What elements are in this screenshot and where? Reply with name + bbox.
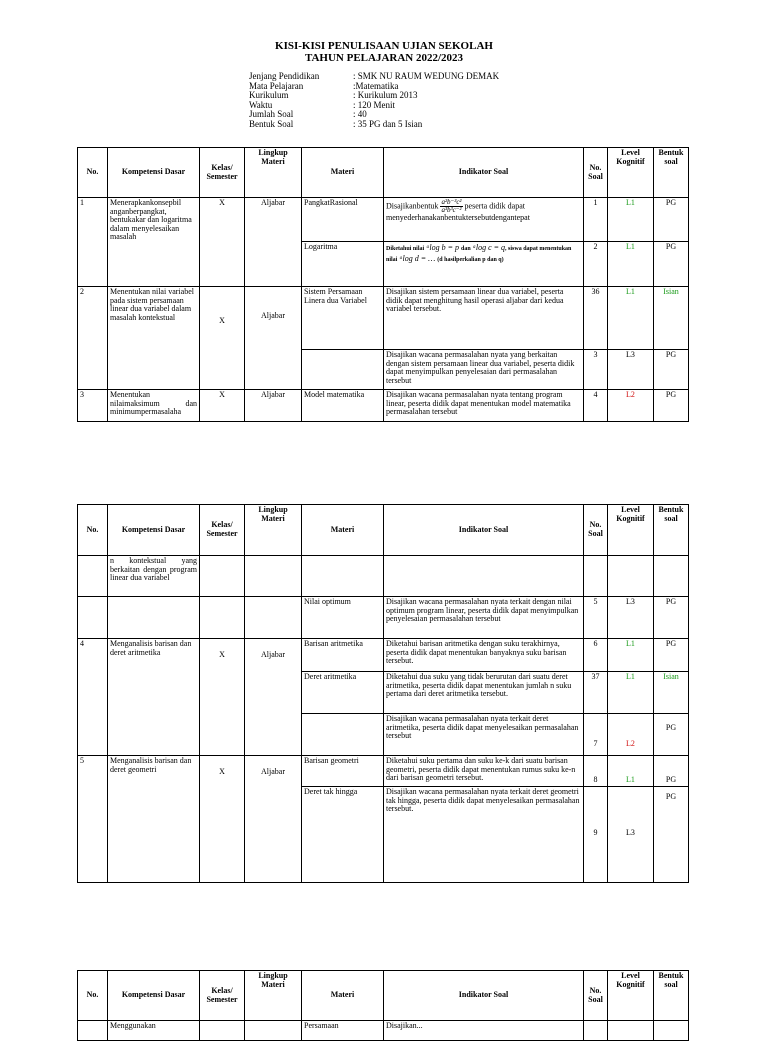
header-level: Level Kognitif xyxy=(608,505,654,556)
kisi-table-1 xyxy=(77,147,689,422)
table-cell: L1 xyxy=(608,198,654,242)
table-cell: X xyxy=(200,390,245,422)
table-row xyxy=(78,390,689,422)
table-cell: 4 xyxy=(78,639,108,756)
table-cell: Disajikan wacana permasalahan nyata terkait deret aritmetika, peserta didik dapat menyelesaikan permasalahan tersebut xyxy=(384,714,584,756)
header-no: No. xyxy=(78,148,108,198)
table-cell: L3 xyxy=(608,787,654,883)
table-cell: L2 xyxy=(608,714,654,756)
fraction xyxy=(440,199,462,214)
table-cell xyxy=(302,714,384,756)
table-header-row xyxy=(78,971,689,1021)
table-cell: Menganalisis barisan dan deret aritmetika xyxy=(108,639,200,756)
table-cell xyxy=(200,597,245,639)
table-cell: a²b⁻³c² xyxy=(441,198,462,206)
header-no: No. xyxy=(78,505,108,556)
info-row xyxy=(249,120,553,130)
table-cell: 37 xyxy=(584,672,608,714)
table-cell: X xyxy=(200,639,245,756)
table-cell: Model matematika xyxy=(302,390,384,422)
table-row xyxy=(78,597,689,639)
table-cell: L2 xyxy=(608,390,654,422)
table-cell: Disajikan wacana permasalahan nyata terkait dengan nilai optimum program linear, peserta didik dapat menyimpulkan penyelesaian permasalahan tersebut xyxy=(384,597,584,639)
table-cell: dan xyxy=(461,246,471,252)
table-cell: 1 xyxy=(78,198,108,287)
table-cell: 6 xyxy=(584,639,608,672)
header-materi: Materi xyxy=(302,505,384,556)
header-lingkup: Lingkup Materi xyxy=(245,971,302,1021)
table-cell: Barisan geometri xyxy=(302,756,384,787)
table-cell xyxy=(608,556,654,597)
info-row xyxy=(249,91,553,101)
table-cell: n kontekstual yang berkaitan dengan program linear dua variabel xyxy=(108,556,200,597)
table-cell: Menerapkankonsepbil anganberpangkat, bentukakar dan logaritma dalam menyelesaikan masalah xyxy=(108,198,200,287)
table-cell: PG xyxy=(654,639,689,672)
table-cell: L3 xyxy=(608,350,654,390)
table-cell: 36 xyxy=(584,287,608,350)
table-cell: Bentuk Soal xyxy=(249,118,294,129)
table-cell: PG xyxy=(654,350,689,390)
table-cell xyxy=(654,556,689,597)
table-cell: Persamaan xyxy=(302,1021,384,1041)
table-cell: PG xyxy=(654,390,689,422)
kisi-table-3 xyxy=(77,970,689,1041)
header-lingkup: Lingkup Materi xyxy=(245,148,302,198)
table-cell: Aljabar xyxy=(245,390,302,422)
table-cell: PG xyxy=(654,714,689,756)
table-cell: Deret tak hingga xyxy=(302,787,384,883)
table-cell: 5 xyxy=(584,597,608,639)
document-title: KISI-KISI PENULISAAN UJIAN SEKOLAH xyxy=(275,40,493,52)
header-kd: Kompetensi Dasar xyxy=(108,148,200,198)
header-level: Level Kognitif xyxy=(608,148,654,198)
table-cell: Waktu xyxy=(249,99,273,110)
header-no: No. xyxy=(78,971,108,1021)
header-kelas: Kelas/ Semester xyxy=(200,148,245,198)
table-cell: Diketahui nilai xyxy=(386,246,425,252)
table-cell: Deret aritmetika xyxy=(302,672,384,714)
header-nosoal: No. Soal xyxy=(584,971,608,1021)
table-cell xyxy=(108,597,200,639)
table-cell: Isian xyxy=(654,672,689,714)
table-cell: :Matematika xyxy=(353,80,399,91)
table-cell: L1 xyxy=(608,287,654,350)
kisi-table-2 xyxy=(77,504,689,883)
table-row xyxy=(78,198,689,242)
table-cell: L1 xyxy=(608,672,654,714)
table-row xyxy=(78,287,689,350)
indikator-cell xyxy=(384,198,584,242)
table-header-row xyxy=(78,148,689,198)
table-cell xyxy=(245,556,302,597)
table-row xyxy=(78,756,689,787)
table-cell: Menganalisis barisan dan deret geometri xyxy=(108,756,200,883)
table-cell: (d hasilperkalian p dan q) xyxy=(437,257,504,263)
table-cell: Isian xyxy=(654,287,689,350)
table-cell xyxy=(78,556,108,597)
table-cell: PG xyxy=(654,198,689,242)
table-row xyxy=(78,556,689,597)
header-bentuk: Bentuk soal xyxy=(654,505,689,556)
table-cell xyxy=(584,556,608,597)
table-cell: PG xyxy=(654,242,689,287)
table-cell: : 35 PG dan 5 Isian xyxy=(353,118,423,129)
header-kd: Kompetensi Dasar xyxy=(108,971,200,1021)
header-nosoal: No. Soal xyxy=(584,505,608,556)
table-cell: Mata Pelajaran xyxy=(249,80,304,91)
header-bentuk: Bentuk soal xyxy=(654,148,689,198)
table-cell: Disajikanbentuk xyxy=(386,201,439,211)
header-lingkup: Lingkup Materi xyxy=(245,505,302,556)
table-cell: X xyxy=(200,198,245,287)
table-cell: Logaritma xyxy=(302,242,384,287)
table-cell: , siswa dapat menentukan nilai xyxy=(386,246,572,263)
table-cell: Disajikan wacana permasalahan nyata terkait deret geometri tak hingga, peserta didik dapat menyelesaikan permasalahan tersebut. xyxy=(384,787,584,883)
table-cell: Sistem Persamaan Linera dua Variabel xyxy=(302,287,384,350)
table-cell: : Kurikulum 2013 xyxy=(353,90,418,100)
header-level: Level Kognitif xyxy=(608,971,654,1021)
table-cell: Menentukan nilaimaksimum dan minimumpermasalaha xyxy=(108,390,200,422)
table-cell: : 40 xyxy=(353,109,367,119)
table-cell: ᵃlog c = q xyxy=(472,243,506,252)
table-cell: Disajikan wacana permasalahan nyata yang berkaitan dengan sistem persamaan linear dua variabel, peserta didik dapat menyimpulkan penyelesaian dari permasalahan tersebut xyxy=(384,350,584,390)
table-cell: Menggunakan xyxy=(108,1021,200,1041)
table-cell: Kurikulum xyxy=(249,90,289,100)
table-cell: L1 xyxy=(608,756,654,787)
table-cell: PG xyxy=(654,597,689,639)
table-cell: 8 xyxy=(584,756,608,787)
table-header-row xyxy=(78,505,689,556)
table-cell: a³b³c⁻² xyxy=(441,206,462,214)
table-cell: 5 xyxy=(78,756,108,883)
table-cell: PG xyxy=(654,787,689,883)
table-cell: Disajikan wacana permasalahan nyata tentang program linear, peserta didik dapat menentukan model matematika permasalahan tersebut xyxy=(384,390,584,422)
table-cell: Nilai optimum xyxy=(302,597,384,639)
table-cell: 2 xyxy=(78,287,108,390)
table-cell: : 120 Menit xyxy=(353,99,395,110)
table-cell: Aljabar xyxy=(245,639,302,756)
table-cell xyxy=(245,597,302,639)
table-cell: Disajikan sistem persamaan linear dua variabel, peserta didik dapat menghitung hasil operasi aljabar dari kedua variabel tersebut. xyxy=(384,287,584,350)
document-subtitle: TAHUN PELAJARAN 2022/2023 xyxy=(304,52,464,64)
table-cell: 3 xyxy=(78,390,108,422)
table-cell: Diketahui suku pertama dan suku ke-k dari suatu barisan geometri, peserta didik dapat menentukan rumus suku ke-n dari barisan geometri tersebut. xyxy=(384,756,584,787)
table-cell: Jumlah Soal xyxy=(249,109,294,119)
header-materi: Materi xyxy=(302,971,384,1021)
table-row xyxy=(78,639,689,672)
table-cell xyxy=(302,556,384,597)
header-kelas: Kelas/ Semester xyxy=(200,971,245,1021)
table-cell: X xyxy=(200,756,245,883)
table-cell: L1 xyxy=(608,242,654,287)
header-indikator: Indikator Soal xyxy=(384,148,584,198)
table-cell: 4 xyxy=(584,390,608,422)
info-row xyxy=(249,101,553,111)
table-cell: 7 xyxy=(584,714,608,756)
table-cell: Barisan aritmetika xyxy=(302,639,384,672)
table-cell: Aljabar xyxy=(245,287,302,390)
table-cell: Aljabar xyxy=(245,198,302,287)
table-cell: Aljabar xyxy=(245,756,302,883)
table-cell: Diketahui barisan aritmetika dengan suku terakhirnya, peserta didik dapat menentukan banyaknya suku barisan tersebut. xyxy=(384,639,584,672)
table-cell: Disajikan... xyxy=(384,1021,584,1041)
table-cell: 3 xyxy=(584,350,608,390)
table-cell: PG xyxy=(654,756,689,787)
header-kelas: Kelas/ Semester xyxy=(200,505,245,556)
indikator-cell xyxy=(384,242,584,287)
table-cell: 2 xyxy=(584,242,608,287)
table-cell: ᵃlog b = p xyxy=(426,243,459,252)
table-cell: peserta didik dapat menyederhanakanbentuktersebutdengantepat xyxy=(386,201,530,222)
table-cell: 9 xyxy=(584,787,608,883)
table-cell xyxy=(78,597,108,639)
table-cell xyxy=(200,556,245,597)
header-indikator: Indikator Soal xyxy=(384,505,584,556)
table-cell: 1 xyxy=(584,198,608,242)
header-kd: Kompetensi Dasar xyxy=(108,505,200,556)
table-cell: L1 xyxy=(608,639,654,672)
header-indikator: Indikator Soal xyxy=(384,971,584,1021)
table-cell: ᵃlog d = … xyxy=(399,254,436,263)
table-cell: PangkatRasional xyxy=(302,198,384,242)
header-nosoal: No. Soal xyxy=(584,148,608,198)
table-cell: X xyxy=(200,287,245,390)
table-cell: Diketahui dua suku yang tidak berurutan dari suatu deret aritmetika, peserta didik dapat menentukan jumlah n suku pertama dari deret aritmetika tersebut. xyxy=(384,672,584,714)
table-cell xyxy=(384,556,584,597)
table-cell: L3 xyxy=(608,597,654,639)
header-bentuk: Bentuk soal xyxy=(654,971,689,1021)
header-materi: Materi xyxy=(302,148,384,198)
table-cell: Jenjang Pendidikan xyxy=(249,71,320,81)
table-cell: Menentukan nilai variabel pada sistem persamaan linear dua variabel dalam masalah kontekstual xyxy=(108,287,200,390)
table-cell xyxy=(302,350,384,390)
document-info xyxy=(249,72,553,129)
table-cell: : SMK NU RAUM WEDUNG DEMAK xyxy=(353,71,500,81)
